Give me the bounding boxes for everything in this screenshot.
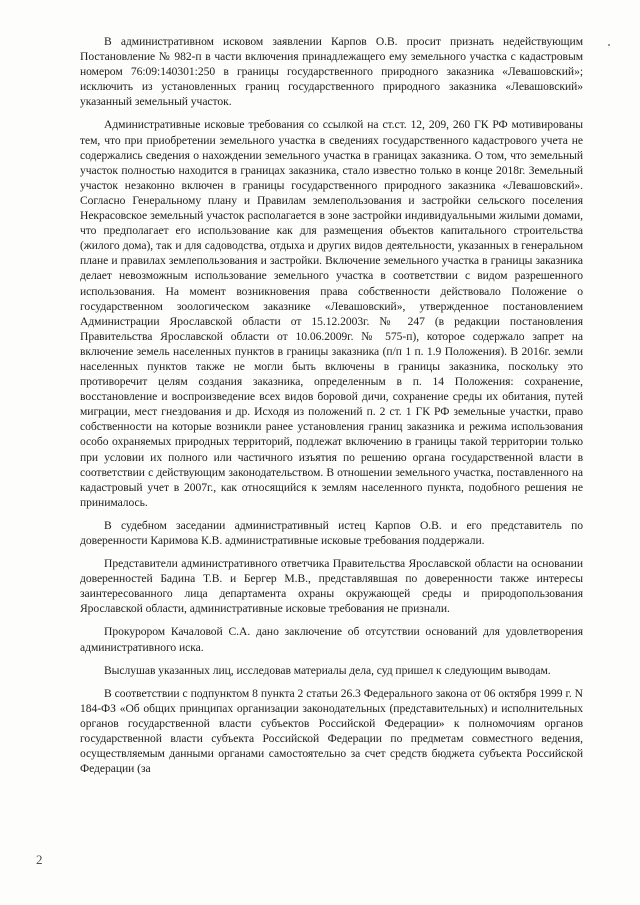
paragraph-court-findings: Выслушав указанных лиц, исследовав материалы дела, суд пришел к следующим выводам. — [104, 663, 551, 677]
paragraph-claim: В административном исковом заявлении Карпов О.В. просит признать недействующим Постановление № 982-п в части включения принадлежащего ему земельного участка с кадастровым номером 76:09:140301:250 в границы государственного природного заказника «Левашовский»; исключить из установленных границ государственного природного заказника «Левашовский» указанный земельный участок. — [80, 35, 583, 109]
paragraph-defendant: Представители административного ответчика Правительства Ярославской области на основании доверенностей Бадина Т.В. и Бергер М.В., представлявшая по доверенности также интересы заинтересованного лица департамента охраны окружающей среды и природопользования Ярославской области, административные исковые требования не признали. — [80, 557, 583, 616]
paragraph-grounds: Административные исковые требования со ссылкой на ст.ст. 12, 209, 260 ГК РФ мотивированы тем, что при приобретении земельного участка в сведениях государственного кадастрового учета не содержались сведения о нахождении земельного участка в границах заказника. О том, что земельный участок полностью находится в границах заказника, стало известно только в конце 2018г. Земельный участок незаконно включен в границы государственного природного заказника «Левашовский». Согласно Генеральному плану и Правилам землепользования и застройки сельского поселения Некрасовское земельный участок располагается в зоне застройки индивидуальными жилыми домами, что предполагает его использование как для размещения объектов капитального строительства (жилого дома), так и для садоводства, отдыха и других видов деятельности, указанных в генеральном плане и правилах землепользования и застройки. Включение земельного участка в границы заказника делает невозможным использование земельного участка в соответствии с видом разрешенного использования. На момент возникновения права собственности действовало Положение о государственном зоологическом заказнике «Левашовский», утвержденное постановлением Администрации Ярославской области от 15.12.2003г. № 247 (в редакции постановления Правительства Ярославской области от 10.06.2009г. № 575-п), которое содержало запрет на включение земель населенных пунктов в границы заказника (п/п 1 п. 1.9 Положения). В 2016г. земли населенных пунктов также не могли быть включены в границы заказника, поскольку это противоречит целям создания заказника, определенным в п. 14 Положения: сохранение, восстановление и воспроизведение всех видов боровой дичи, сохранение среды их обитания, путей миграции, мест гнездования и др. Исходя из положений п. 2 ст. 1 ГК РФ земельные участки, право собственности на которые возникли ранее установления границ заказника и режима использования особо охраняемых природных территорий, подлежат включению в границы такой территории только при условии их полного или частичного изъятия по решению органа государственной власти в соответствии с действующим законодательством. В отношении земельного участка, поставленного на кадастровый учет в 2007г., как относящийся к землям населенного пункта, подобного решения не принималось. — [80, 118, 583, 509]
paragraph-plaintiff-hearing: В судебном заседании административный истец Карпов О.В. и его представитель по доверенности Каримова К.В. административные исковые требования поддержали. — [80, 518, 583, 547]
paragraph-prosecutor: Прокурором Качаловой С.А. дано заключение об отсутствии оснований для удовлетворения административного иска. — [80, 625, 583, 654]
page-number: 2 — [36, 852, 43, 867]
paragraph-law-reference: В соответствии с подпунктом 8 пункта 2 статьи 26.3 Федерального закона от 06 октября 1999 г. N 184-ФЗ «Об общих принципах организации законодательных (представительных) и исполнительных органов государственной власти субъектов Российской Федерации» к полномочиям органов государственной власти субъекта Российской Федерации по предметам совместного ведения, осуществляемым данными органами самостоятельно за счет средств бюджета субъекта Российской Федерации (за — [80, 686, 583, 776]
document-body — [80, 34, 583, 780]
scan-speck — [608, 44, 610, 46]
